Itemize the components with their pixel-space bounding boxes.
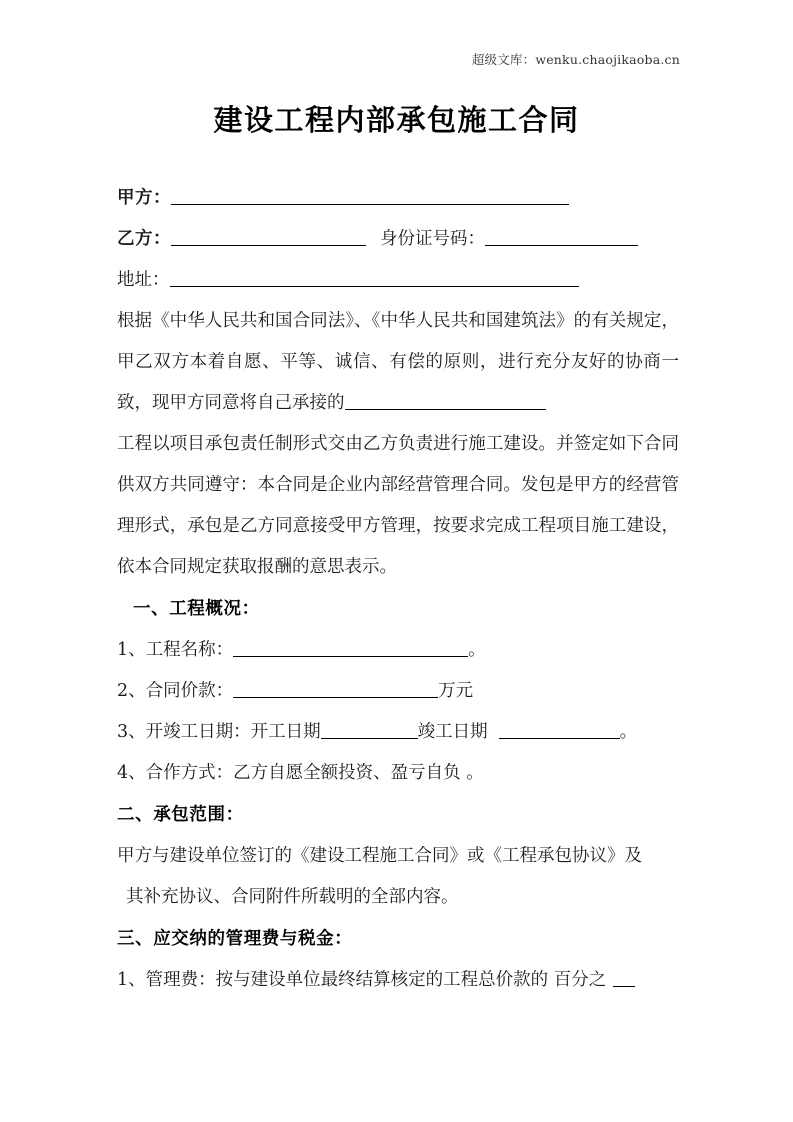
- document-body: [117, 178, 679, 1001]
- item-construction-dates: [117, 712, 679, 753]
- party-a-input[interactable]: [171, 186, 569, 205]
- preamble-text-2: 工程以项目承包责任制形式交由乙方负责进行施工建设。并签定如下合同供双方共同遵守：本合同是企业内部经营管理合同。发包是甲方的经营管理形式，承包是乙方同意接受甲方管理，按要求完成工程项目施工建设，依本合同规定获取报酬的意思表示。: [117, 434, 679, 577]
- section-heading-3: 三、应交纳的管理费与税金：: [117, 929, 353, 949]
- id-number-input[interactable]: [485, 227, 638, 246]
- item-end-date-input[interactable]: [499, 720, 620, 739]
- item-start-date-label: 3、开竣工日期：开工日期: [117, 722, 321, 742]
- item-construction-dates-suffix: 。: [619, 722, 638, 742]
- id-number-label: 身份证号码：: [380, 229, 485, 249]
- field-row-address: [117, 260, 679, 301]
- item-contract-price-input[interactable]: [233, 679, 438, 698]
- item-management-fee-label: 1、管理费：按与建设单位最终结算核定的工程总价款的 百分之: [117, 970, 607, 990]
- field-row-party-a: [117, 178, 679, 219]
- item-project-name-label: 1、工程名称：: [117, 640, 234, 660]
- preamble-project-input[interactable]: [345, 391, 546, 410]
- item-contract-price-label: 2、合同价款：: [117, 681, 234, 701]
- party-b-label: 乙方：: [117, 229, 171, 249]
- address-label: 地址：: [117, 270, 170, 290]
- section-heading-2: 二、承包范围：: [117, 805, 244, 825]
- item-contract-price: [117, 671, 679, 712]
- item-management-fee: [117, 960, 679, 1001]
- section-2-body-line-1: [117, 836, 679, 877]
- preamble-paragraph-1: [117, 301, 679, 424]
- item-contract-price-unit: 万元: [438, 681, 474, 701]
- field-row-party-b: [117, 219, 679, 260]
- section-2-text-1: 甲方与建设单位签订的《建设工程施工合同》或《工程承包协议》及: [117, 846, 642, 866]
- address-input[interactable]: [170, 268, 579, 287]
- item-management-fee-input[interactable]: [613, 968, 635, 987]
- party-b-input[interactable]: [171, 227, 366, 246]
- party-a-label: 甲方：: [117, 188, 171, 208]
- item-project-name-input[interactable]: [233, 638, 468, 657]
- preamble-paragraph-2: [117, 424, 679, 588]
- item-project-name-suffix: 。: [468, 640, 486, 660]
- page-title: 建设工程内部承包施工合同: [213, 103, 580, 137]
- preamble-text-1: 根据《中华人民共和国合同法》、《中华人民共和国建筑法》的有关规定，甲乙双方本着自愿、平等、诚信、有偿的原则，进行充分友好的协商一致，现甲方同意将自己承接的: [117, 311, 679, 413]
- section-2-body-line-2: [117, 877, 679, 918]
- item-project-name: [117, 630, 679, 671]
- page-header-watermark: 超级文库：wenku.chaojikaoba.cn: [471, 52, 680, 67]
- section-2-text-2: 其补充协议、合同附件所载明的全部内容。: [126, 887, 459, 907]
- item-cooperation-mode: [117, 753, 679, 794]
- item-end-date-label: 竣工日期: [417, 722, 488, 742]
- section-heading-1: 一、工程概况：: [133, 599, 260, 619]
- item-cooperation-mode-label: 4、合作方式：乙方自愿全额投资、盈亏自负 。: [117, 763, 484, 783]
- item-start-date-input[interactable]: [321, 720, 418, 739]
